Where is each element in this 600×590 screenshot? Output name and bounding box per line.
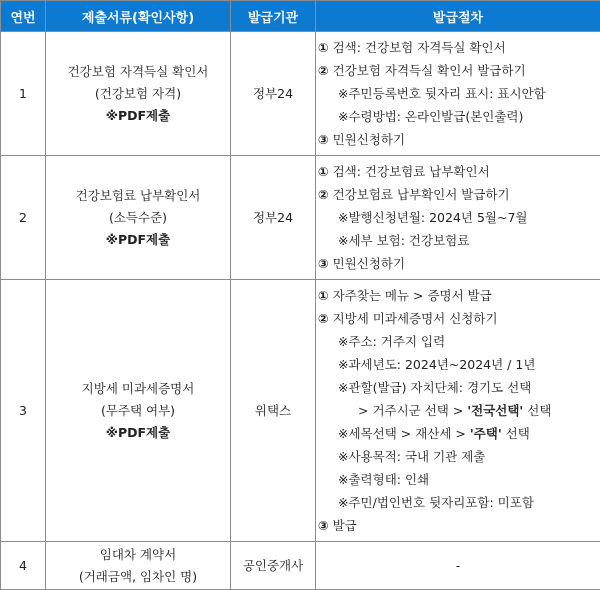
step-note: ※출력형태: 인쇄 xyxy=(318,468,600,491)
document-cell xyxy=(46,280,231,542)
step: ③ 발급 xyxy=(318,514,600,537)
document-name: 건강보험료 납부확인서 xyxy=(47,185,229,207)
step-note: ※발행신청년월: 2024년 5월~7월 xyxy=(318,206,600,229)
document-note: (건강보험 자격) xyxy=(47,83,229,105)
pdf-note: ※PDF제출 xyxy=(47,229,229,251)
header-procedure: 발급절차 xyxy=(316,1,600,32)
step-note: ※세목선택 > 재산세 > '주택' 선택 xyxy=(318,422,600,445)
document-cell xyxy=(46,32,231,156)
step: ② 건강보험료 납부확인서 발급하기 xyxy=(318,183,600,206)
document-name: 지방세 미과세증명서 xyxy=(47,378,229,400)
step: ③ 민원신청하기 xyxy=(318,128,600,151)
pdf-note: ※PDF제출 xyxy=(47,105,229,127)
table-row xyxy=(1,280,600,542)
procedure-cell xyxy=(316,280,600,542)
pdf-note: ※PDF제출 xyxy=(47,422,229,444)
agency-cell: 위택스 xyxy=(231,280,316,542)
document-name: 임대차 계약서 xyxy=(47,544,229,566)
row-number: 2 xyxy=(1,156,46,280)
table-row xyxy=(1,156,600,280)
document-note: (무주택 여부) xyxy=(47,400,229,422)
row-number: 4 xyxy=(1,542,46,590)
header-document: 제출서류(확인사항) xyxy=(46,1,231,32)
header-agency: 발급기관 xyxy=(231,1,316,32)
step: ③ 민원신청하기 xyxy=(318,252,600,275)
document-cell xyxy=(46,156,231,280)
procedure-cell: - xyxy=(316,542,600,590)
step-note: ※주소: 거주지 입력 xyxy=(318,330,600,353)
document-note: (거래금액, 임차인 명) xyxy=(47,566,229,588)
step: ① 자주찾는 메뉴 > 증명서 발급 xyxy=(318,284,600,307)
header-row xyxy=(1,1,600,32)
step-note: ※관할(발급) 자치단체: 경기도 선택 xyxy=(318,376,600,399)
document-note: (소득수준) xyxy=(47,207,229,229)
procedure-cell xyxy=(316,156,600,280)
procedure-cell xyxy=(316,32,600,156)
step: ② 건강보험 자격득실 확인서 발급하기 xyxy=(318,59,600,82)
header-no: 연번 xyxy=(1,1,46,32)
agency-cell: 정부24 xyxy=(231,32,316,156)
step: ① 검색: 건강보험 자격득실 확인서 xyxy=(318,36,600,59)
step-note: ※과세년도: 2024년~2024년 / 1년 xyxy=(318,353,600,376)
step-note: ※수령방법: 온라인발급(본인출력) xyxy=(318,105,600,128)
agency-cell: 정부24 xyxy=(231,156,316,280)
table-row xyxy=(1,32,600,156)
step-note: ※사용목적: 국내 기관 제출 xyxy=(318,445,600,468)
step: ① 검색: 건강보험료 납부확인서 xyxy=(318,160,600,183)
step-note: ※세부 보험: 건강보험료 xyxy=(318,229,600,252)
step-note: ※주민등록번호 뒷자리 표시: 표시안함 xyxy=(318,82,600,105)
row-number: 3 xyxy=(1,280,46,542)
document-name: 건강보험 자격득실 확인서 xyxy=(47,61,229,83)
agency-cell: 공인중개사 xyxy=(231,542,316,590)
table-row xyxy=(1,542,600,590)
step-note: ※주민/법인번호 뒷자리포함: 미포함 xyxy=(318,491,600,514)
row-number: 1 xyxy=(1,32,46,156)
document-cell xyxy=(46,542,231,590)
step: ② 지방세 미과세증명서 신청하기 xyxy=(318,307,600,330)
step-note: > 거주시군 선택 > '전국선택' 선택 xyxy=(318,399,600,422)
